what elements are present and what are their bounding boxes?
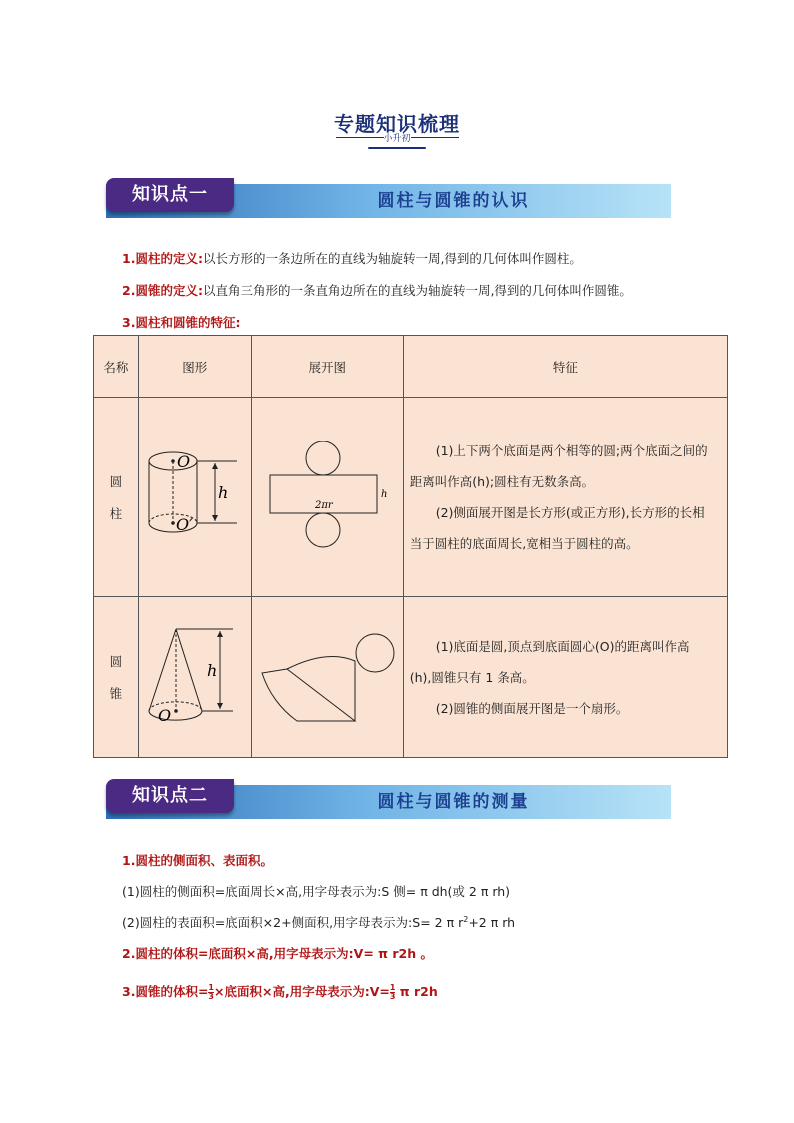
cone-net-diagram [257,621,397,731]
def-cylinder: 1.圆柱的定义:以长方形的一条边所在的直线为轴旋转一周,得到的几何体叫作圆柱。 [122,251,582,266]
item-1: 1.圆柱的侧面积、表面积。 [122,853,273,868]
item-1b: (2)圆柱的表面积=底面积×2+侧面积,用字母表示为:S= 2 π $r^2+2$ π rh [122,914,516,930]
header-features: 特征 [403,336,727,398]
table-row [94,398,728,597]
page-title: 专题知识梳理 [334,112,460,136]
cylinder-figure [138,398,251,597]
row-name: 圆 柱 [94,398,139,597]
table-header-row [94,336,728,398]
cone-height-label: h [206,660,218,680]
cone-diagram [139,621,251,731]
cylinder-net-diagram [257,441,397,551]
cone-net [251,597,403,758]
cylinder-net [251,398,403,597]
net-circ-label: 2πr [315,499,333,511]
net-height-label: h [381,488,388,500]
item-3: 3.圆锥的体积= $\frac{1}{3}$ ×底面积×高,用字母表示为:V= $\frac{1}{3}$ π r2h [122,983,438,1001]
cylinder-height-label: h [217,482,229,502]
cone-features: (1)底面是圆,顶点到底面圆心(O)的距离叫作高(h),圆锥只有 1 条高。 (2)圆锥的侧面展开图是一个扇形。 [403,597,727,758]
section-title-1: 圆柱与圆锥的认识 [377,191,530,211]
cylinder-diagram [139,441,251,551]
divider [368,147,426,149]
features-table [93,335,728,758]
cone-center-label: O [157,705,171,725]
item-2: 2.圆柱的体积=底面积×高,用字母表示为:V= π r2h 。 [122,946,433,961]
page-subtitle: 小升初 [383,134,411,144]
cone-figure [138,597,251,758]
row-name: 圆 锥 [94,597,139,758]
section-title-2: 圆柱与圆锥的测量 [377,792,530,812]
item-1a: (1)圆柱的侧面积=底面周长×高,用字母表示为:S 侧= π dh(或 2 π rh) [122,884,511,899]
header-net: 展开图 [251,336,403,398]
features-label: 3.圆柱和圆锥的特征: [122,315,241,330]
table-row [94,597,728,758]
header-name: 名称 [94,336,139,398]
section-tab-1: 知识点一 [106,178,234,212]
cylinder-features: (1)上下两个底面是两个相等的圆;两个底面之间的距离叫作高(h);圆柱有无数条高。 (2)侧面展开图是长方形(或正方形),长方形的长相当于圆柱的底面周长,宽相当于圆柱的高。 [403,398,727,597]
cylinder-bottom-label: O′ [175,514,193,534]
header-figure: 图形 [138,336,251,398]
cylinder-top-label: O [176,451,190,471]
section-tab-2: 知识点二 [106,779,234,813]
def-cone: 2.圆锥的定义:以直角三角形的一条直角边所在的直线为轴旋转一周,得到的几何体叫作圆锥。 [122,283,632,298]
